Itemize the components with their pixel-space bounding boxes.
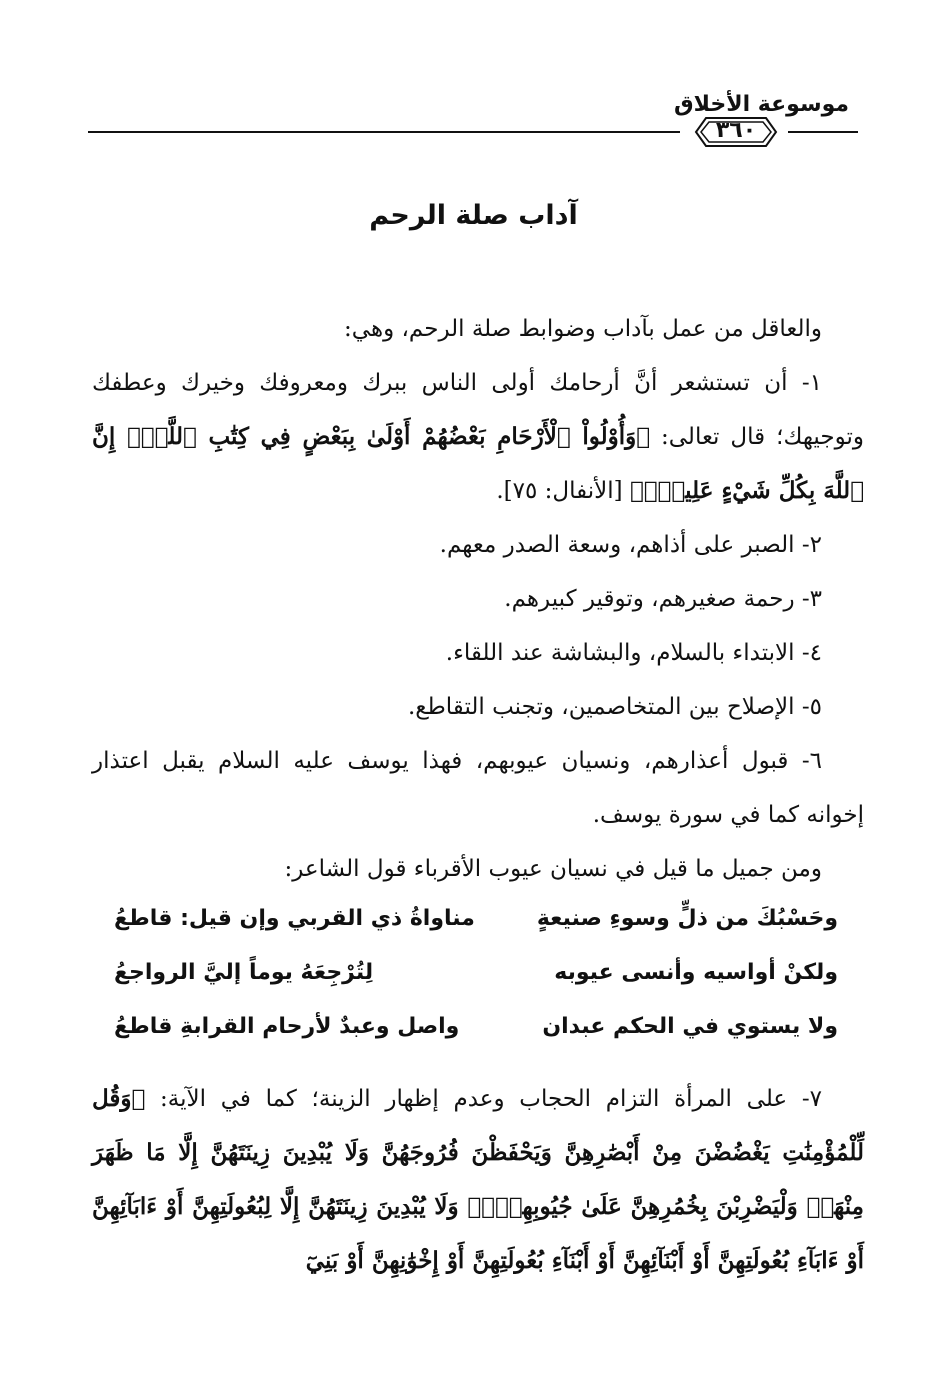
running-title: موسوعة الأخلاق xyxy=(673,92,849,117)
chapter-title: آداب صلة الرحم xyxy=(369,200,578,231)
poem-line xyxy=(92,906,864,960)
poem-second-hemistich: واصل وعبدٌ لأرحام القرابةِ قاطعُ xyxy=(114,1014,460,1039)
poem-second-hemistich: لِتُرْجِعَهُ يوماً إليَّ الرواجعُ xyxy=(114,960,374,985)
body-text xyxy=(92,302,864,896)
item-5: ٥- الإصلاح بين المتخاصمين، وتجنب التقاطع. xyxy=(407,694,822,720)
poem-first-hemistich: ولا يستوي في الحكم عبدان xyxy=(542,1014,838,1039)
header-rule-right xyxy=(788,131,858,133)
verse-reference: [الأنفال: ٧٥]. xyxy=(496,478,630,504)
item-1 xyxy=(92,356,864,518)
poem-second-hemistich: مناواةُ ذي القربي وإن قيل: قاطعُ xyxy=(114,906,475,931)
quran-verse: ﴿وَأُوْلُواْ ٱلْأَرْحَامِ بَعْضُهُمْ أَوْلَىٰ بِبَعْضٍ فِي كِتَٰبِ ٱللَّهِۚ إِنَّ ٱللَّهَ بِكُلِّ شَيْءٍ عَلِيمٌۢ﴾ xyxy=(92,423,864,504)
page-number-ornament xyxy=(692,112,780,152)
page-number: ٣٦٠ xyxy=(715,118,757,143)
poem-intro: ومن جميل ما قيل في نسيان عيوب الأقرباء قول الشاعر: xyxy=(284,856,822,882)
item-7-text: ٧- على المرأة التزام الحجاب وعدم إظهار الزينة؛ كما في الآية: xyxy=(145,1086,822,1112)
item-4: ٤- الابتداء بالسلام، والبشاشة عند اللقاء. xyxy=(445,640,822,666)
item-2: ٢- الصبر على أذاهم، وسعة الصدر معهم. xyxy=(439,532,822,558)
item-3: ٣- رحمة صغيرهم، وتوقير كبيرهم. xyxy=(504,586,822,612)
item-1-text: ١- أن تستشعر أنَّ أرحامك أولى الناس ببرك ومعروفك وخيرك وعطفك وتوجيهك؛ قال تعالى: xyxy=(92,370,864,450)
poem-first-hemistich: ولكنْ أواسيه وأنسى عيوبه xyxy=(554,960,838,985)
poem-line xyxy=(92,1014,864,1068)
intro-paragraph: والعاقل من عمل بآداب وضوابط صلة الرحم، وهي: xyxy=(344,316,822,342)
header-rule-left xyxy=(88,131,680,133)
item-7 xyxy=(92,1072,864,1288)
item-6: ٦- قبول أعذارهم، ونسيان عيوبهم، فهذا يوسف عليه السلام يقبل اعتذار إخوانه كما في سورة يوسف. xyxy=(92,748,864,828)
quran-verse: ﴿وَقُل لِّلْمُؤْمِنَٰتِ يَغْضُضْنَ مِنْ أَبْصَٰرِهِنَّ وَيَحْفَظْنَ فُرُوجَهُنَّ وَلَا يُبْدِينَ زِينَتَهُنَّ إِلَّا مَا ظَهَرَ مِنْهَاۖ وَلْيَضْرِبْنَ بِخُمُرِهِنَّ عَلَىٰ جُيُوبِهِنَّۖ وَلَا يُبْدِينَ زِينَتَهُنَّ إِلَّا لِبُعُولَتِهِنَّ أَوْ ءَابَآئِهِنَّ أَوْ ءَابَآءِ بُعُولَتِهِنَّ أَوْ أَبْنَآئِهِنَّ أَوْ أَبْنَآءِ بُعُولَتِهِنَّ أَوْ إِخْوَٰنِهِنَّ أَوْ بَنِيٓ xyxy=(92,1085,864,1274)
body-text-continued xyxy=(92,1072,864,1288)
poem-line xyxy=(92,960,864,1014)
poem-first-hemistich: وحَسْبُكَ من ذلٍّ وسوءِ صنيعةٍ xyxy=(536,906,838,931)
